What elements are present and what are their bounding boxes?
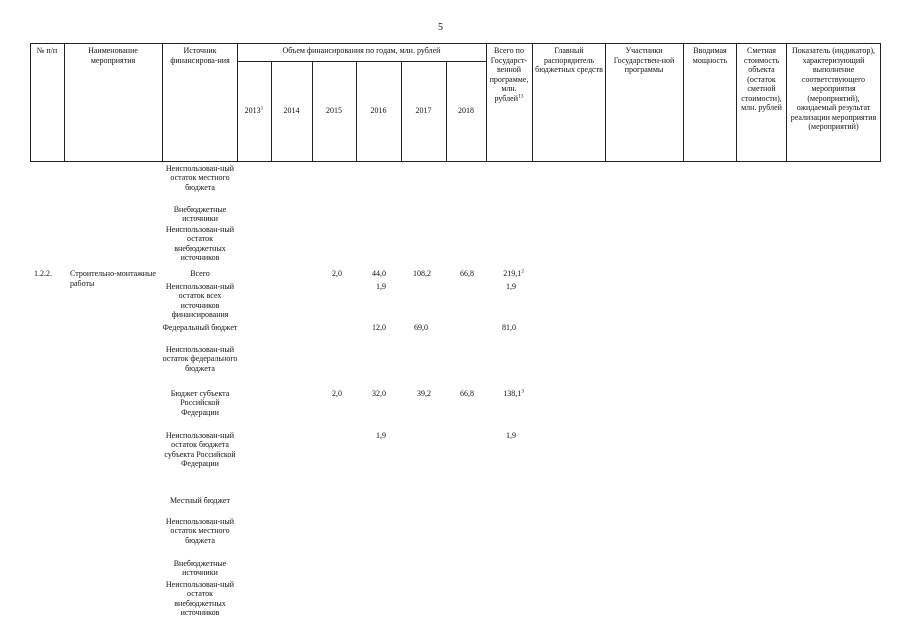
row-total-2015: 2,0: [332, 269, 342, 278]
page-number: 5: [438, 22, 443, 33]
header-source: Источник финансирова-ния: [170, 46, 230, 65]
header-cost: Сметная стоимость объекта (остаток сметной стоимости), млн. рублей: [741, 46, 782, 112]
row-unused-all-2016: 1,9: [376, 282, 386, 291]
row-source-unused-local: Неиспользован-ный остаток местного бюджета: [165, 517, 235, 545]
header-finance: Объем финансирования по годам, млн. рублей: [282, 46, 441, 55]
row-federal-2017: 69,0: [414, 323, 428, 332]
header-bottom-border: [30, 161, 880, 162]
header-year-2015: 2015: [326, 106, 342, 115]
row-federal-sum: 81,0: [502, 323, 516, 332]
header-year-2018: 2018: [458, 106, 474, 115]
carryover-source-2: Неиспользован-ный остаток внебюджетных источников: [165, 225, 235, 263]
header-number: № п/п: [36, 46, 58, 55]
header-top-border: [30, 43, 880, 44]
carryover-source-0: Неиспользован-ный остаток местного бюджета: [165, 164, 235, 192]
row-source-extrabudget: Внебюджетные источники: [173, 559, 227, 578]
row-total-2017: 108,2: [413, 269, 431, 278]
row-source-unused-extrabudget: Неиспользован-ный остаток внебюджетных источников: [165, 580, 235, 618]
row-source-local: Местный бюджет: [170, 496, 230, 505]
row-source-federal: Федеральный бюджет: [162, 323, 238, 332]
header-name: Наименование мероприятия: [88, 46, 138, 65]
row-source-total: Всего: [190, 269, 210, 278]
header-year-2014: 2014: [283, 106, 300, 115]
row-unused-regional-sum: 1,9: [506, 431, 516, 440]
row-total-2016: 44,0: [372, 269, 386, 278]
header-capacity: Вводимая мощность: [692, 46, 728, 65]
row-regional-2015: 2,0: [332, 389, 342, 398]
row-regional-sum: 138,1$^3$: [503, 388, 524, 398]
item-number: 1.2.2.: [34, 269, 52, 278]
header-indicator: Показатель (индикатор), характеризующий выполнение соответствующего мероприятия (мероприятий), ожидаемый результат реализации мероприятия (мероприятий): [790, 46, 877, 131]
header-manager: Главный распорядитель бюджетных средств: [535, 46, 603, 74]
row-regional-2017: 39,2: [417, 389, 431, 398]
row-unused-all-sum: 1,9: [506, 282, 516, 291]
row-unused-regional-2016: 1,9: [376, 431, 386, 440]
row-source-unused-federal: Неиспользован-ный остаток федерального бюджета: [162, 345, 238, 373]
item-name: Строительно-монтажные работы: [70, 269, 156, 288]
header-year-2013: 2013$^1$: [244, 105, 264, 115]
header-years-divider: [237, 61, 486, 62]
row-total-2018: 66,8: [460, 269, 474, 278]
carryover-source-1: Внебюджетные источники: [173, 205, 227, 224]
header-participants: Участники Государствен-ной программы: [613, 46, 675, 74]
row-regional-2018: 66,8: [460, 389, 474, 398]
header-year-2016: 2016: [370, 106, 387, 115]
row-regional-2016: 32,0: [372, 389, 386, 398]
header-total: Всего по Государст-венной программе, млн. рублей$^{13}$: [489, 46, 529, 103]
row-source-regional: Бюджет субъекта Российской Федерации: [170, 389, 230, 417]
row-total-sum: 219,1$^2$: [503, 268, 524, 278]
row-source-unused-regional: Неиспользован-ный остаток бюджета субъекта Российской Федерации: [164, 431, 236, 469]
header-year-2017: 2017: [415, 106, 432, 115]
row-source-unused-all: Неиспользован-ный остаток всех источников финансирования: [165, 282, 235, 320]
row-federal-2016: 12,0: [372, 323, 386, 332]
